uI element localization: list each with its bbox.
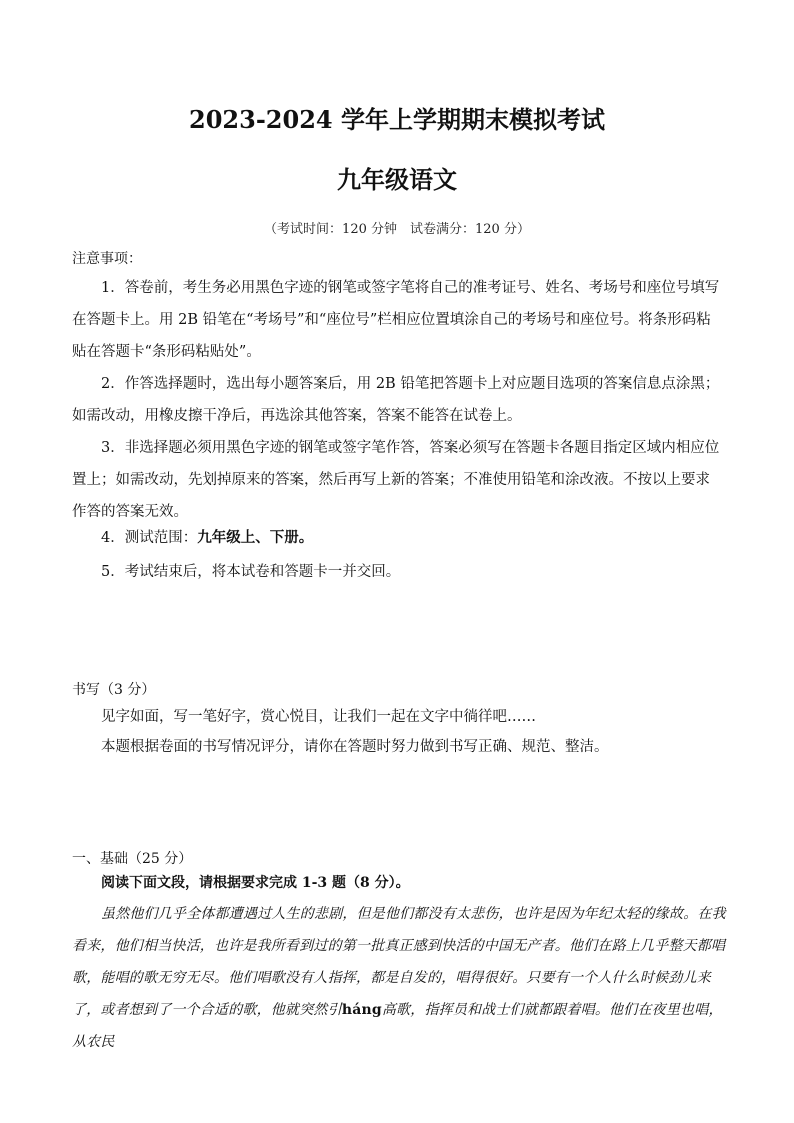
notice-item-4-prefix: 4．测试范围： (101, 530, 198, 546)
notice-item-5-text: 5．考试结束后，将本试卷和答题卡一并交回。 (101, 564, 401, 580)
passage-text-1: 虽然他们几乎全体都遭遇过人生的悲剧，但是他们都没有太悲伤，也许是因为年纪太轻的缘故。在我看来，他们相当快活，也许是我所看到过的第一批真正感到快活的中国无产者。他们在路上几乎整天都唱歌，能唱的歌无穷无尽。他们唱歌没有人指挥，都是自发的，唱得很好。只要有一个人什么时候劲儿来了，或者想到了一个合适的歌，他就突然引 (72, 906, 726, 1018)
section-1-instruction: 阅读下面文段，请根据要求完成 1-3 题（8 分）。 (101, 875, 410, 891)
notice-item-1-text: 1．答卷前，考生务必用黑色字迹的钢笔或签字笔将自己的准考证号、姓名、考场号和座位号填写在答题卡上。用 2B 铅笔在“考场号”和“座位号”栏相应位置填涂自己的考场号和座位号。将条形码粘贴在答题卡“条形码粘贴处”。 (72, 280, 720, 360)
notice-item-1 (72, 272, 722, 368)
reading-passage (72, 898, 732, 1058)
notice-item-5 (72, 556, 722, 588)
writing-line-1: 见字如面，写一笔好字，赏心悦目，让我们一起在文字中徜徉吧…… (101, 709, 536, 725)
writing-line-2: 本题根据卷面的书写情况评分，请你在答题时努力做到书写正确、规范、整洁。 (101, 739, 609, 755)
writing-heading: 书写（3 分） (72, 682, 156, 698)
notice-heading: 注意事项： (72, 251, 142, 267)
notice-item-2 (72, 368, 722, 432)
notice-item-4 (72, 522, 722, 554)
exam-info: （考试时间：120 分钟 试卷满分：120 分） (264, 222, 530, 237)
passage-text-2: 高歌，指挥员和战士们就都跟着唱。他们在夜里也唱，从农民 (72, 1002, 723, 1050)
passage-pinyin: háng (341, 1002, 382, 1018)
exam-title: 2023-2024 学年上学期期末模拟考试 (189, 105, 605, 134)
notice-item-4-range: 九年级上、下册。 (197, 529, 314, 546)
exam-subject: 九年级语文 (337, 165, 457, 194)
notice-item-3-text: 3．非选择题必须用黑色字迹的钢笔或签字笔作答，答案必须写在答题卡各题目指定区域内相应位置上；如需改动，先划掉原来的答案，然后再写上新的答案；不准使用铅笔和涂改液。不按以上要求作答的答案无效。 (72, 440, 720, 520)
notice-item-2-text: 2．作答选择题时，选出每小题答案后，用 2B 铅笔把答题卡上对应题目选项的答案信息点涂黑；如需改动，用橡皮擦干净后，再选涂其他答案，答案不能答在试卷上。 (72, 376, 720, 424)
notice-item-3 (72, 432, 722, 528)
section-1-heading: 一、基础（25 分） (72, 851, 193, 867)
